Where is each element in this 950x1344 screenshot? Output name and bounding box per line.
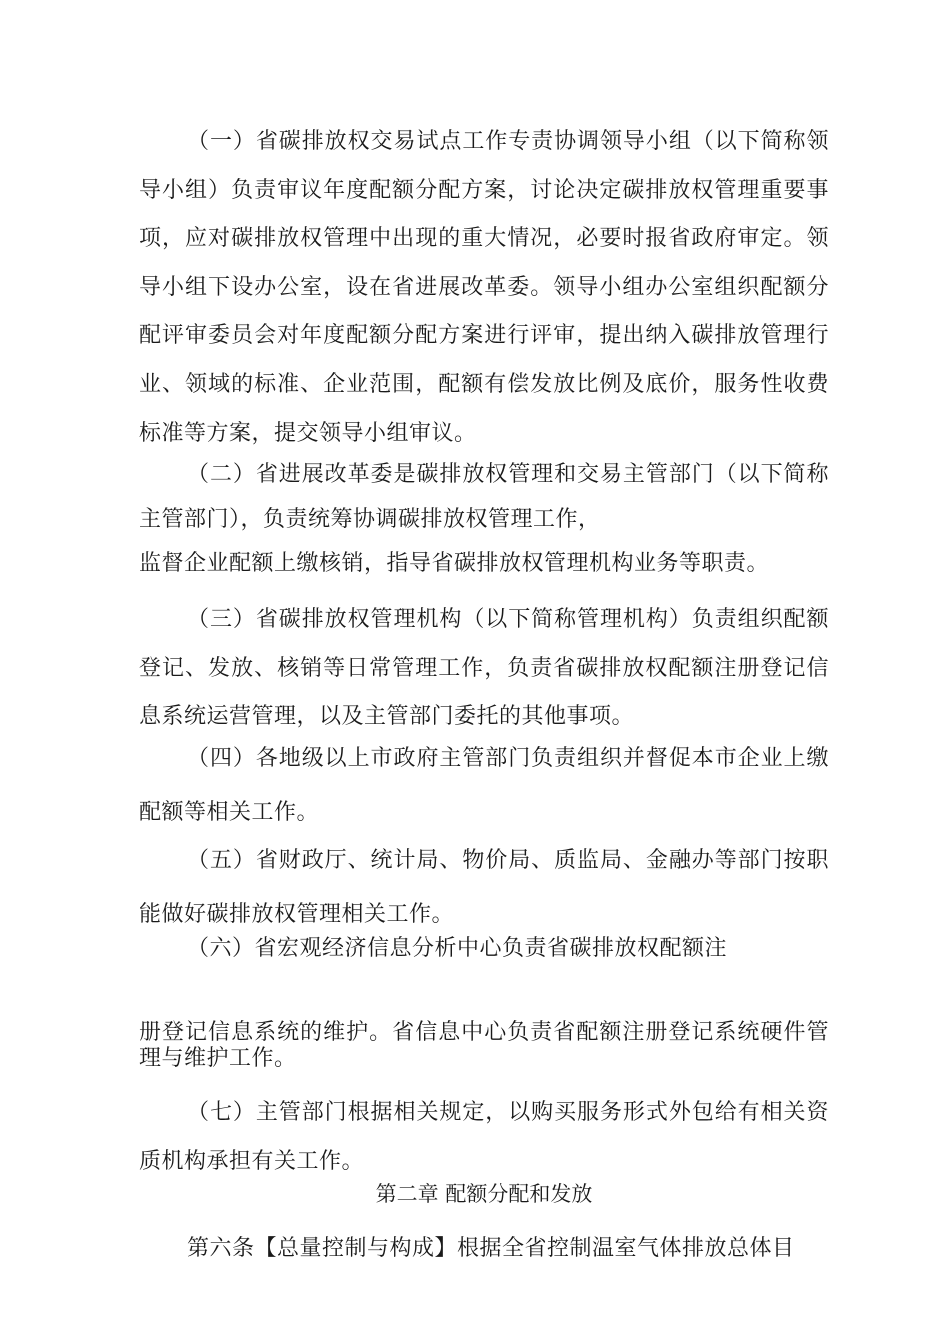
chapter-heading: 第二章 配额分配和发放 (375, 1182, 593, 1206)
paragraph-item-2: （二）省进展改革委是碳排放权管理和交易主管部门（以下简称主管部门），负责统筹协调碳排放权管理工作， (139, 462, 829, 532)
paragraph-item-6: （六）省宏观经济信息分析中心负责省碳排放权配额注 (187, 936, 728, 961)
paragraph-item-1: （一）省碳排放权交易试点工作专责协调领导小组（以下简称领导小组）负责审议年度配额分配方案，讨论决定碳排放权管理重要事项，应对碳排放权管理中出现的重大情况，必要时报省政府审定。领导小组下设办公室，设在省进展改革委。领导小组办公室组织配额分配评审委员会对年度配额分配方案进行评审，提出纳入碳排放管理行业、领域的标准、企业范围，配额有偿发放比例及底价，服务性收费标准等方案，提交领导小组审议。 (139, 129, 829, 446)
paragraph-item-7: （七）主管部门根据相关规定，以购买服务形式外包给有相关资质机构承担有关工作。 (139, 1100, 829, 1174)
paragraph-item-2-continued: 监督企业配额上缴核销，指导省碳排放权管理机构业务等职责。 (139, 551, 770, 576)
paragraph-item-4: （四）各地级以上市政府主管部门负责组织并督促本市企业上缴配额等相关工作。 (139, 746, 829, 825)
paragraph-item-5: （五）省财政厅、统计局、物价局、质监局、金融办等部门按职能做好碳排放权管理相关工作。 (139, 848, 829, 927)
article-paragraph: 第六条【总量控制与构成】根据全省控制温室气体排放总体目 (187, 1236, 795, 1261)
paragraph-item-3: （三）省碳排放权管理机构（以下简称管理机构）负责组织配额登记、发放、核销等日常管理工作，负责省碳排放权配额注册登记信息系统运营管理，以及主管部门委托的其他事项。 (139, 607, 829, 730)
paragraph-item-6-continued: 册登记信息系统的维护。省信息中心负责省配额注册登记系统硬件管理与维护工作。 (139, 1020, 829, 1071)
